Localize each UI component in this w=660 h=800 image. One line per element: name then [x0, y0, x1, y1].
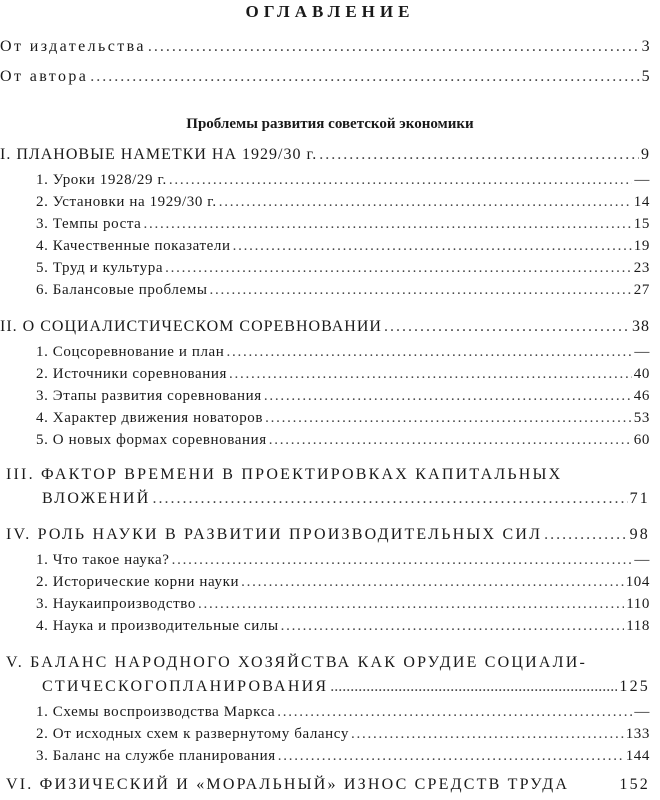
toc-item-5-2[interactable] — [36, 726, 650, 743]
leader-dots — [544, 526, 627, 544]
page-number: 5 — [641, 68, 652, 85]
toc-item-1-1[interactable] — [36, 172, 650, 189]
item-label: 5. Труд и культура — [36, 260, 164, 276]
leader-dots — [210, 282, 632, 299]
leader-dots — [241, 574, 624, 591]
leader-dots — [384, 318, 630, 336]
page-number: 14 — [633, 194, 650, 210]
leader-dots — [330, 678, 617, 696]
page-number: 23 — [633, 260, 650, 276]
toc-item-2-3[interactable] — [36, 388, 650, 405]
item-label: 2. Установки на 1929/30 г. — [36, 194, 217, 210]
page-number: 40 — [633, 366, 650, 382]
leader-dots — [264, 388, 632, 405]
page-number: 110 — [626, 596, 650, 612]
page-number: 125 — [619, 678, 650, 695]
leader-dots — [148, 38, 640, 56]
toc-chapter-3-line1[interactable]: III. ФАКТОР ВРЕМЕНИ В ПРОЕКТИРОВКАХ КАПИТАЛЬНЫХ — [6, 466, 563, 483]
toc-item-5-3[interactable] — [36, 748, 650, 765]
entry-label: От автора — [0, 68, 89, 85]
item-label: 3. Этапы развития соревнования — [36, 388, 262, 404]
leader-dots — [281, 618, 625, 635]
page-number: 133 — [625, 726, 650, 742]
page-number: — — [634, 172, 650, 188]
toc-item-2-1[interactable] — [36, 344, 650, 361]
page-number: 19 — [633, 238, 650, 254]
chapter-label: IV. РОЛЬ НАУКИ В РАЗВИТИИ ПРОИЗВОДИТЕЛЬНЫХ СИЛ — [6, 526, 543, 543]
leader-dots — [265, 410, 632, 427]
page-number: 15 — [633, 216, 650, 232]
page-number: 118 — [626, 618, 650, 634]
toc-chapter-3[interactable] — [42, 490, 650, 508]
chapter-label: СТИЧЕСКОГОПЛАНИРОВАНИЯ — [42, 678, 329, 695]
item-label: 1. Соцсоревнование и план — [36, 344, 225, 360]
item-label: 1. Что такое наука? — [36, 552, 170, 568]
leader-dots — [277, 704, 632, 721]
page-number: 60 — [633, 432, 650, 448]
item-label: 2. Источники соревнования — [36, 366, 228, 382]
page-number: 152 — [619, 776, 650, 793]
toc-chapter-5-line1[interactable]: V. БАЛАНС НАРОДНОГО ХОЗЯЙСТВА КАК ОРУДИЕ СОЦИАЛИ- — [6, 654, 587, 671]
toc-item-4-4[interactable] — [36, 618, 650, 635]
toc-item-4-2[interactable] — [36, 574, 650, 591]
item-label: 3. Баланс на службе планирования — [36, 748, 276, 764]
page-number: 27 — [633, 282, 650, 298]
chapter-label: I. ПЛАНОВЫЕ НАМЕТКИ НА 1929/30 г. — [0, 146, 318, 163]
toc-entry-from-author[interactable] — [0, 68, 652, 86]
toc-item-1-2[interactable] — [36, 194, 650, 211]
leader-dots — [169, 172, 632, 189]
page-number: 3 — [641, 38, 652, 55]
leader-dots — [90, 68, 639, 86]
page-number: 38 — [632, 318, 650, 335]
page-number: 46 — [633, 388, 650, 404]
leader-dots — [278, 748, 624, 765]
page-number: 144 — [625, 748, 650, 764]
item-label: 4. Качественные показатели — [36, 238, 231, 254]
item-label: 1. Схемы воспроизводства Маркса — [36, 704, 276, 720]
item-label: 3. Наукаипроизводство — [36, 596, 196, 612]
toc-item-1-6[interactable] — [36, 282, 650, 299]
leader-dots — [143, 216, 631, 233]
leader-dots — [351, 726, 624, 743]
item-label: 4. Наука и производительные силы — [36, 618, 279, 634]
toc-chapter-2[interactable] — [0, 318, 650, 336]
toc-chapter-1[interactable] — [0, 146, 650, 164]
item-label: 4. Характер движения новаторов — [36, 410, 264, 426]
chapter-label: ВЛОЖЕНИЙ — [42, 490, 151, 507]
leader-dots — [172, 552, 633, 569]
toc-entry-from-publisher[interactable] — [0, 38, 652, 56]
toc-chapter-5[interactable] — [42, 678, 650, 696]
page-number: 53 — [633, 410, 650, 426]
toc-title: ОГЛАВЛЕНИЕ — [245, 2, 415, 21]
page-number: 98 — [629, 526, 650, 543]
toc-item-5-1[interactable] — [36, 704, 650, 721]
toc-item-4-3[interactable] — [36, 596, 650, 613]
page-number: — — [634, 552, 650, 568]
page-number: — — [634, 344, 650, 360]
leader-dots — [198, 596, 624, 613]
leader-dots — [165, 260, 632, 277]
leader-dots — [152, 490, 627, 508]
item-label: 1. Уроки 1928/29 г. — [36, 172, 167, 188]
item-label: 6. Балансовые проблемы — [36, 282, 208, 298]
item-label: 5. О новых формах соревнования — [36, 432, 267, 448]
chapter-label: VI. ФИЗИЧЕСКИЙ И «МОРАЛЬНЫЙ» ИЗНОС СРЕДСТВ ТРУДА — [6, 776, 570, 793]
item-label: 3. Темпы роста — [36, 216, 142, 232]
page-number: — — [634, 704, 650, 720]
toc-chapter-4[interactable] — [6, 526, 650, 544]
toc-item-1-4[interactable] — [36, 238, 650, 255]
item-label: 2. От исходных схем к развернутому балансу — [36, 726, 349, 742]
leader-dots — [269, 432, 632, 449]
page-number: 9 — [641, 146, 650, 163]
leader-dots — [226, 344, 632, 361]
toc-item-4-1[interactable] — [36, 552, 650, 569]
toc-item-2-4[interactable] — [36, 410, 650, 427]
toc-chapter-6[interactable] — [6, 776, 650, 794]
chapter-label: II. О СОЦИАЛИСТИЧЕСКОМ СОРЕВНОВАНИИ — [0, 318, 382, 335]
leader-dots — [319, 146, 639, 164]
toc-item-1-3[interactable] — [36, 216, 650, 233]
section-title: Проблемы развития советской экономики — [186, 116, 474, 132]
toc-item-2-2[interactable] — [36, 366, 650, 383]
entry-label: От издательства — [0, 38, 146, 55]
item-label: 2. Исторические корни науки — [36, 574, 240, 590]
leader-dots — [229, 366, 632, 383]
page-number: 104 — [625, 574, 650, 590]
page-number: 71 — [629, 490, 650, 507]
toc-item-2-5[interactable] — [36, 432, 650, 449]
leader-dots — [233, 238, 632, 255]
leader-dots — [219, 194, 632, 211]
toc-item-1-5[interactable] — [36, 260, 650, 277]
